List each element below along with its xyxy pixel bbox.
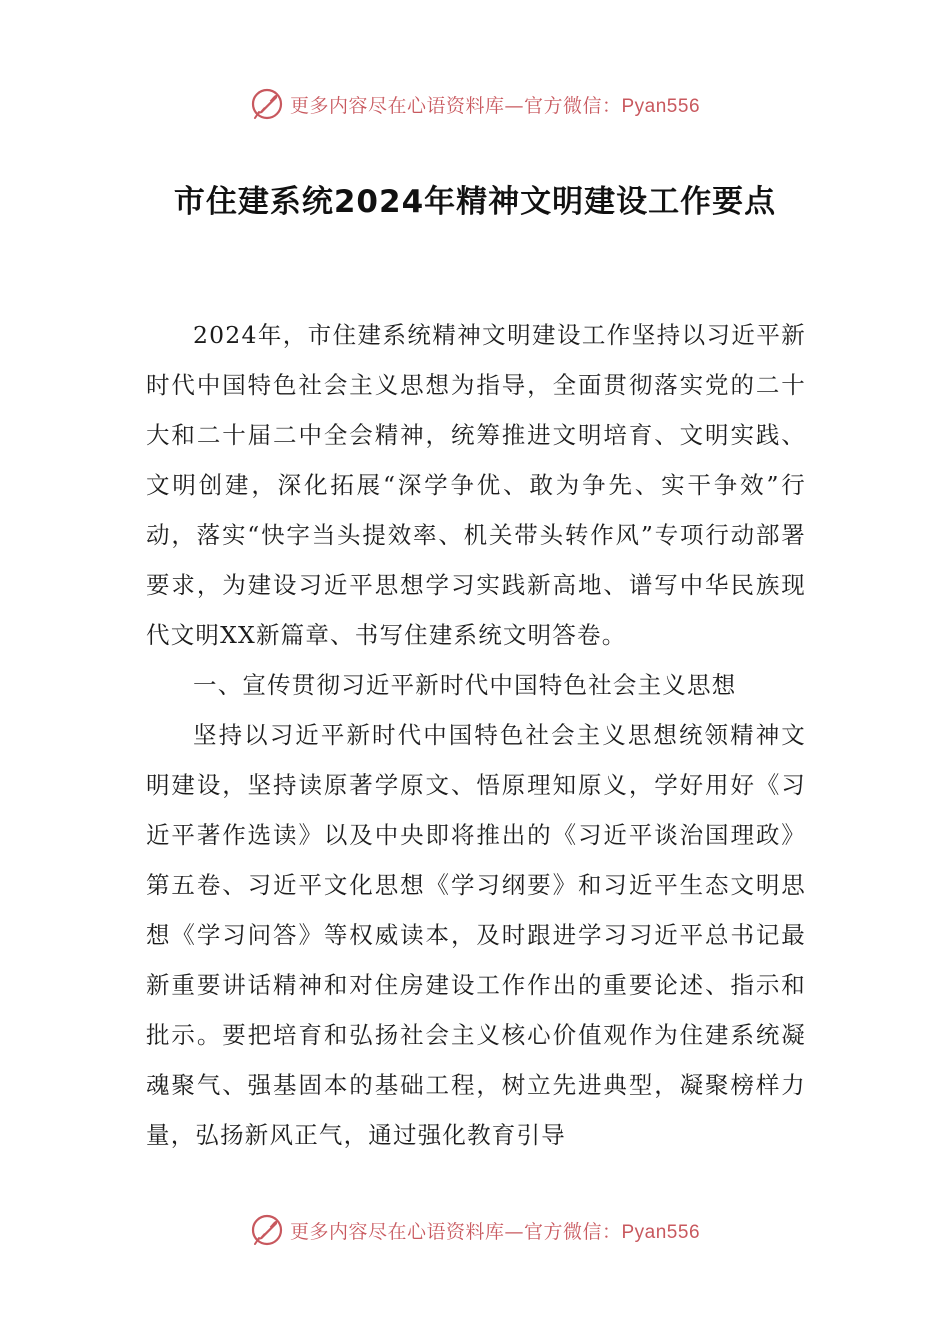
section-1-paragraph: 坚持以习近平新时代中国特色社会主义思想统领精神文明建设，坚持读原著学原文、悟原理知原义，学好用好《习近平著作选读》以及中央即将推出的《习近平谈治国理政》第五卷、习近平文化思想《学习纲要》和习近平生态文明思想《学习问答》等权威读本，及时跟进学习习近平总书记最新重要讲话精神和对住房建设工作作出的重要论述、指示和批示。要把培育和弘扬社会主义核心价值观作为住建系统凝魂聚气、强基固本的基础工程，树立先进典型，凝聚榜样力量，弘扬新风正气，通过强化教育引导 <box>146 721 806 1149</box>
section-1-heading: 一、宣传贯彻习近平新时代中国特色社会主义思想 <box>193 671 737 699</box>
intro-paragraph: 2024年，市住建系统精神文明建设工作坚持以习近平新时代中国特色社会主义思想为指导，全面贯彻落实党的二十大和二十届二中全会精神，统筹推进文明培育、文明实践、文明创建，深化拓展“深学争优、敢为争先、实干争效”行动，落实“快字当头提效率、机关带头转作风”专项行动部署要求，为建设习近平思想学习实践新高地、谱写中华民族现代文明XX新篇章、书写住建系统文明答卷。 <box>146 321 806 649</box>
watermark-wechat-id: Pyan556 <box>621 1221 701 1243</box>
document-title: 市住建系统2024年精神文明建设工作要点 <box>173 184 777 220</box>
quill-pen-logo-icon <box>250 87 284 121</box>
quill-pen-logo-icon <box>250 1213 284 1247</box>
watermark-text <box>290 91 700 118</box>
watermark-label: 更多内容尽在心语资料库—官方微信： <box>289 94 622 117</box>
watermark-text <box>290 1217 700 1244</box>
document-body <box>146 310 806 1160</box>
watermark-wechat-id: Pyan556 <box>621 95 701 117</box>
footer-watermark <box>0 1210 950 1250</box>
header-watermark <box>0 84 950 124</box>
watermark-label: 更多内容尽在心语资料库—官方微信： <box>289 1220 622 1243</box>
